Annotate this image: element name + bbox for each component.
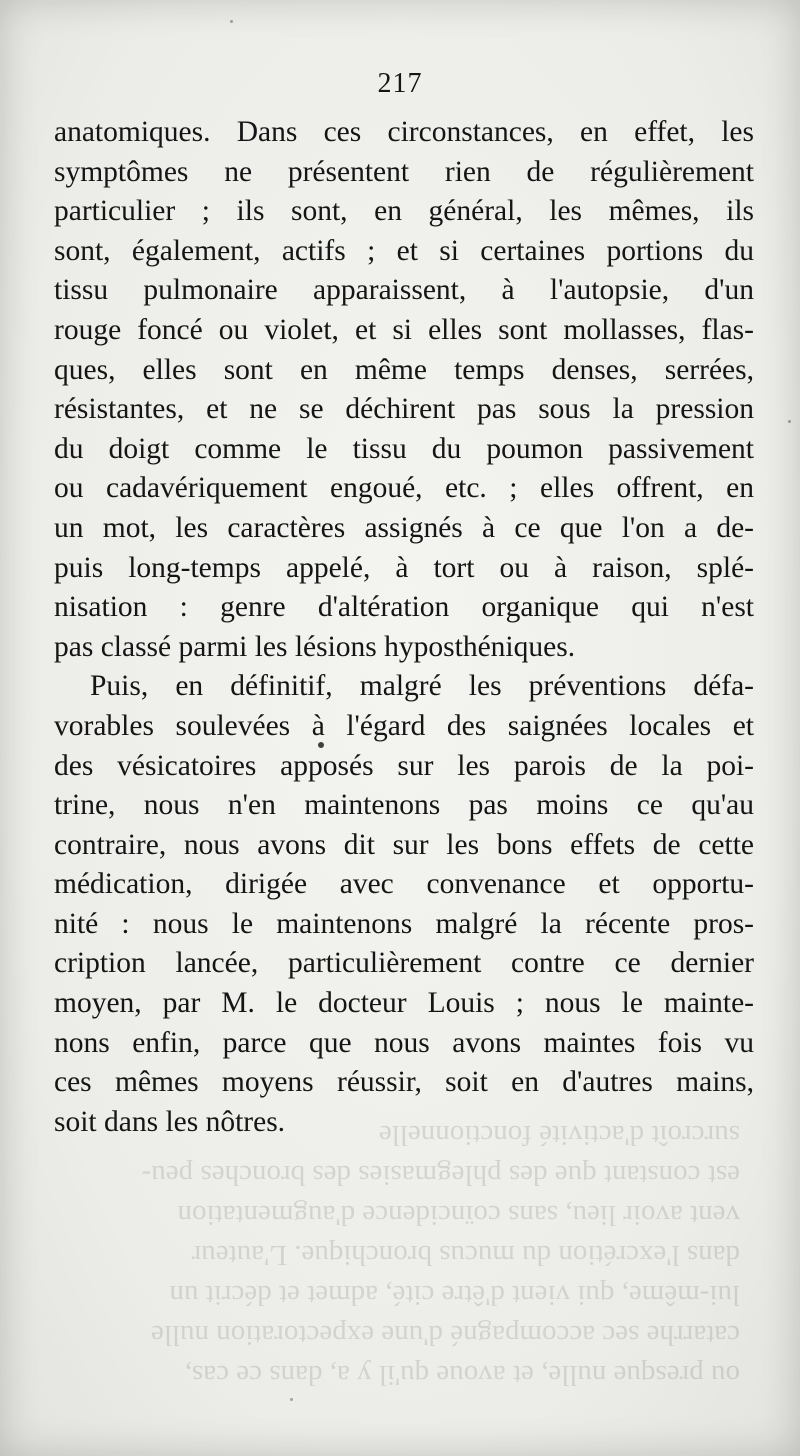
page-number: 217 (377, 68, 423, 99)
bleed-line: surcroît d'activité fonctionnelle (378, 1119, 740, 1151)
text-line: symptômes ne présentent rien de régulièrement (54, 155, 754, 188)
text-line: anatomiques. Dans ces circonstances, en effet, les (54, 116, 754, 148)
text-line: nons enfin, parce que nous avons maintes fois vu (54, 1026, 754, 1059)
paper-speck (318, 742, 324, 748)
body-text (54, 113, 754, 1142)
text-line: nisation : genre d'altération organique qui n'est (54, 591, 754, 624)
text-line: contraire, nous avons dit sur les bons effets de cette (54, 828, 754, 861)
text-line: tissu pulmonaire apparaissent, à l'autopsie, d'un (54, 274, 754, 307)
text-line: soit dans les nôtres. (54, 1105, 286, 1138)
paper-speck (788, 420, 791, 423)
text-line: moyen, par M. le docteur Louis ; nous le mainte- (54, 987, 754, 1020)
bleed-line: est constant que des phlegmasies des bronches peu- (141, 1159, 740, 1191)
bleed-line: lui-même, qui vient d'être cité, admet et décrit un (169, 1279, 740, 1311)
text-line: ces mêmes moyens réussir, soit en d'autres mains, (54, 1066, 754, 1099)
text-line: trine, nous n'en maintenons pas moins ce qu'au (54, 789, 754, 822)
bleed-line: vent avoir lieu, sans coïncidence d'augmentation (177, 1199, 740, 1231)
paper-speck (230, 20, 233, 23)
text-line: rouge foncé ou violet, et si elles sont mollasses, flas- (54, 313, 754, 346)
paper-speck (290, 1398, 293, 1401)
text-line: du doigt comme le tissu du poumon passivement (54, 432, 754, 465)
text-line: sont, également, actifs ; et si certaines portions du (54, 234, 754, 267)
text-line: ques, elles sont en même temps denses, serrées, (54, 353, 754, 386)
text-line: ou cadavériquement engoué, etc. ; elles offrent, en (54, 472, 754, 505)
bleed-line: catarrhe sec accompagné d'une expectoration nulle (151, 1319, 740, 1351)
text-line: un mot, les caractères assignés à ce que l'on a de- (54, 511, 754, 544)
text-line: médication, dirigée avec convenance et opportu- (54, 868, 754, 901)
text-line: particulier ; ils sont, en général, les mêmes, ils (54, 195, 754, 228)
bleed-line: ou presque nulle, et avoue qu'il y a, dans ce cas, (184, 1359, 740, 1391)
bleed-line: dans l'excrétion du mucus bronchique. L'auteur (191, 1239, 740, 1271)
text-line: vorables soulevées à l'égard des saignées locales et (54, 709, 754, 742)
text-line: puis long-temps appelé, à tort ou à raison, splé- (54, 551, 754, 584)
text-line: résistantes, et ne se déchirent pas sous la pression (54, 393, 754, 426)
text-line: Puis, en définitif, malgré les préventions défa- (90, 670, 754, 703)
text-line: des vésicatoires apposés sur les parois de la poi- (54, 749, 754, 782)
text-line: pas classé parmi les lésions hyposthéniques. (54, 630, 576, 663)
text-line: nité : nous le maintenons malgré la récente pros- (54, 907, 754, 940)
text-line: cription lancée, particulièrement contre ce dernier (54, 947, 754, 980)
